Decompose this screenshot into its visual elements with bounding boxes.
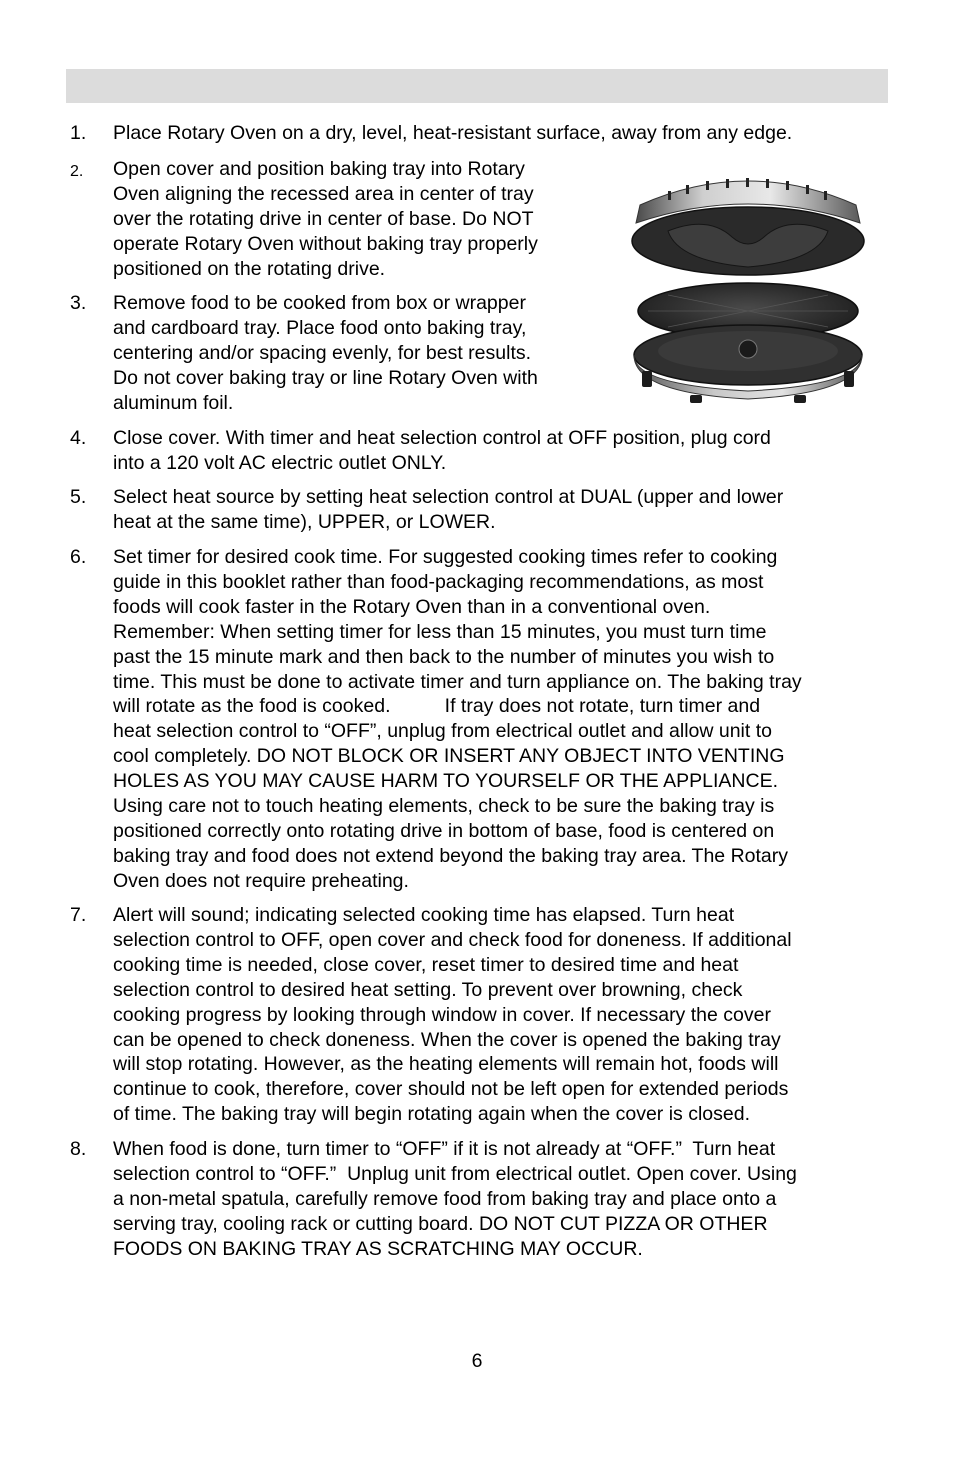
item-text: Close cover. With timer and heat selection control at OFF position, plug cord into a 120 volt AC electric outlet ONLY. [113,427,771,474]
item-number: 1. [70,122,87,144]
item-number: 5. [70,486,87,508]
item-text: When food is done, turn timer to “OFF” if it is not already at “OFF.” Turn heat selection control to “OFF.” Unplug unit from electrical outlet. Open cover. Using a non-metal spatula, carefully remove food from baking tray and place onto a serving tray, cooling rack or cutting board. DO NOT CUT PIZZA OR OTHER FOODS ON BAKING TRAY AS SCRATCHING MAY OCCUR. [113,1138,797,1260]
item-number: 7. [70,904,87,926]
rotary-oven-image [628,165,868,410]
item-number: 4. [70,427,87,449]
item-text: Select heat source by setting heat selection control at DUAL (upper and lower heat at the same time), UPPER, or LOWER. [113,486,784,533]
page-number: 6 [471,1350,483,1372]
section-header-bar [66,69,888,103]
item-number: 2. [70,163,84,180]
item-number: 8. [70,1138,87,1160]
item-text: Set timer for desired cook time. For suggested cooking times refer to cooking guide in this booklet rather than food-packaging recommendations, as most foods will cook faster in the Rotary Oven than in a conventional oven. Remember: When setting timer for less than 15 minutes, you must turn time past the 15 minute mark and then back to the number of minutes you wish to time. This must be done to activate timer and turn appliance on. The baking tray will rotate as the food is cooked. If tray does not rotate, turn timer and heat selection control to “OFF”, unplug from electrical outlet and allow unit to cool completely. DO NOT BLOCK OR INSERT ANY OBJECT INTO VENTING HOLES AS YOU MAY CAUSE HARM TO YOURSELF OR THE APPLIANCE. Using care not to touch heating elements, check to be sure the baking tray is positioned correctly onto rotating drive in bottom of base, food is centered on baking tray and food does not extend beyond the baking tray area. The Rotary Oven does not require preheating. [113,546,802,892]
item-text: Open cover and position baking tray into Rotary Oven aligning the recessed area in center of tray over the rotating drive in center of base. Do NOT operate Rotary Oven without baking tray properly positioned on the rotating drive. [113,158,538,280]
item-number: 6. [70,546,87,568]
item-text: Remove food to be cooked from box or wrapper and cardboard tray. Place food onto baking tray, centering and/or spacing evenly, for best results. Do not cover baking tray or line Rotary Oven with aluminum foil. [113,292,538,414]
item-text: Alert will sound; indicating selected cooking time has elapsed. Turn heat selection control to OFF, open cover and check food for doneness. If additional cooking time is needed, close cover, reset timer to desired time and heat selection control to desired heat setting. To prevent over browning, check cooking progress by looking through window in cover. If necessary the cover can be opened to check doneness. When the cover is opened the baking tray will stop rotating. However, as the heating elements will remain hot, foods will continue to cook, therefore, cover should not be left open for extended periods of time. The baking tray will begin rotating again when the cover is closed. [113,904,792,1126]
item-text: Place Rotary Oven on a dry, level, heat-resistant surface, away from any edge. [113,122,793,144]
item-number: 3. [70,292,87,314]
